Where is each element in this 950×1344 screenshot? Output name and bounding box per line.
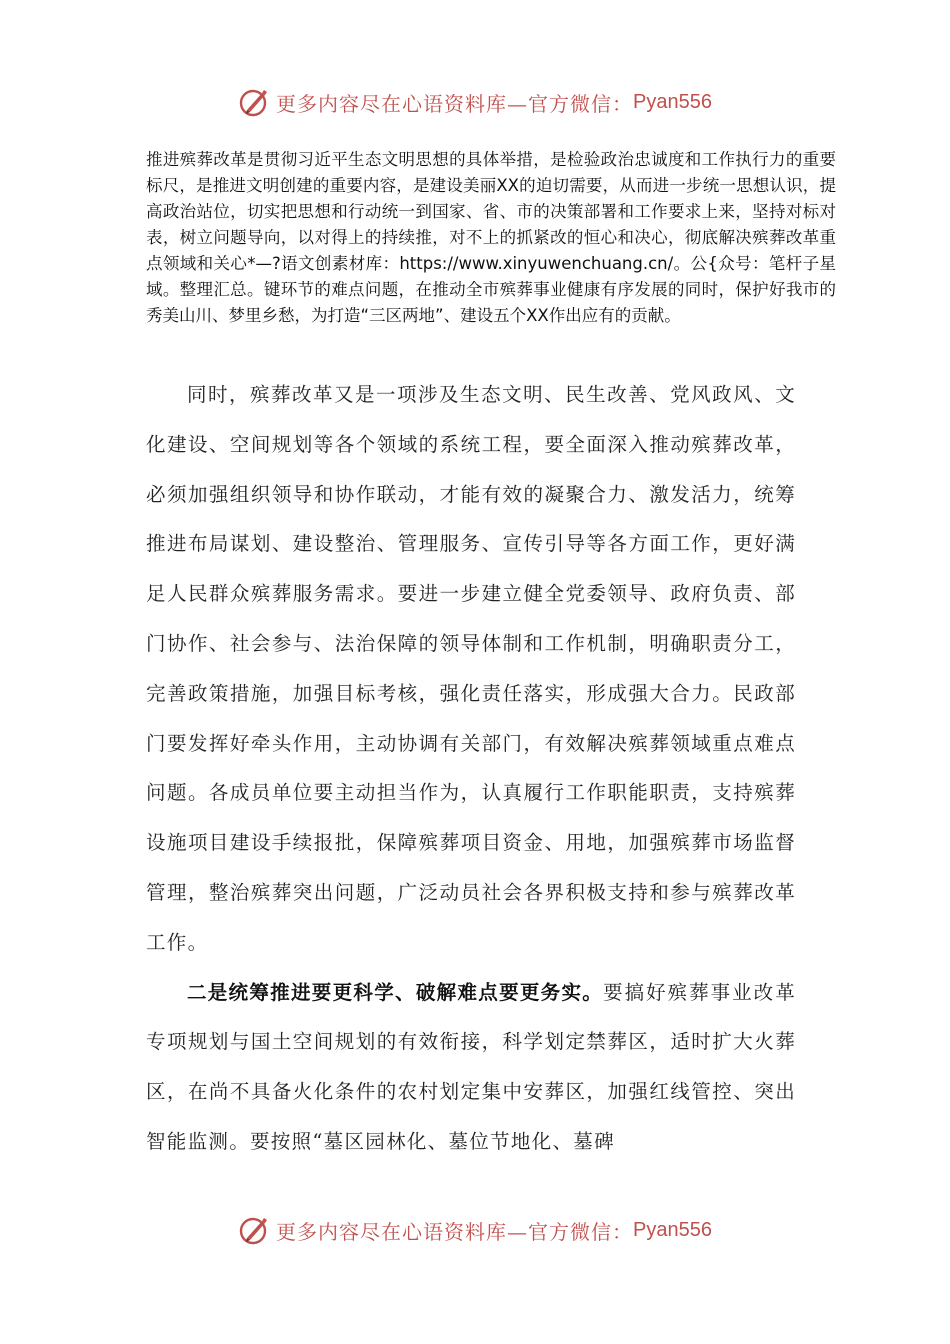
intro-paragraph: 推进殡葬改革是贯彻习近平生态文明思想的具体举措，是检验政治忠诚度和工作执行力的重要标尺，是推进文明创建的重要内容，是建设美丽XX的迫切需要，从而进一步统一思想认识，提高政治站位，切实把思想和行动统一到国家、省、市的决策部署和工作要求上来，坚持对标对表，树立问题导向，以对得上的持续推，对不上的抓紧改的恒心和决心，彻底解决殡葬改革重点领域和关心*—?语文创素材库：https://www.xinyuwenchuang.cn/。公{众号：笔杆子星域。整理汇总。键环节的难点问题，在推动全市殡葬事业健康有序发展的同时，保护好我市的秀美山川、梦里乡愁，为打造“三区两地”、建设五个XX作出应有的贡献。 [146,150,836,325]
intro-block [146,147,836,329]
header-wechat-id: Pyan556 [633,90,712,113]
pen-in-circle-logo-icon [238,86,270,118]
footer-wechat-id: Pyan556 [633,1218,712,1241]
header-banner[interactable] [0,82,950,122]
pen-in-circle-logo-icon [238,1214,270,1246]
body-paragraph-2: 同时，殡葬改革又是一项涉及生态文明、民生改善、党风政风、文化建设、空间规划等各个领域的系统工程，要全面深入推动殡葬改革，必须加强组织领导和协作联动，才能有效的凝聚合力、激发活力，统筹推进布局谋划、建设整治、管理服务、宣传引导等各方面工作，更好满足人民群众殡葬服务需求。要进一步建立健全党委领导、政府负责、部门协作、社会参与、法治保障的领导体制和工作机制，明确职责分工，完善政策措施，加强目标考核，强化责任落实，形成强大合力。民政部门要发挥好牵头作用，主动协调有关部门，有效解决殡葬领域重点难点问题。各成员单位要主动担当作为，认真履行工作职能职责，支持殡葬设施项目建设手续报批，保障殡葬项目资金、用地，加强殡葬市场监督管理，整治殡葬突出问题，广泛动员社会各界积极支持和参与殡葬改革工作。 [146,383,796,954]
footer-banner-text: 更多内容尽在心语资料库—官方微信： [276,1219,634,1244]
header-banner-text: 更多内容尽在心语资料库—官方微信： [276,91,634,116]
body-paragraph-3: 要搞好殡葬事业改革专项规划与国土空间规划的有效衔接，科学划定禁葬区，适时扩大火葬区，在尚不具备火化条件的农村划定集中安葬区，加强红线管控、突出智能监测。要按照“墓区园林化、墓位节地化、墓碑 [146,980,796,1153]
section-paragraph [146,968,796,1167]
section-heading: 二是统筹推进要更科学、破解难点要更务实。 [186,980,604,1004]
footer-banner[interactable] [0,1210,950,1250]
body-text [146,370,796,1167]
